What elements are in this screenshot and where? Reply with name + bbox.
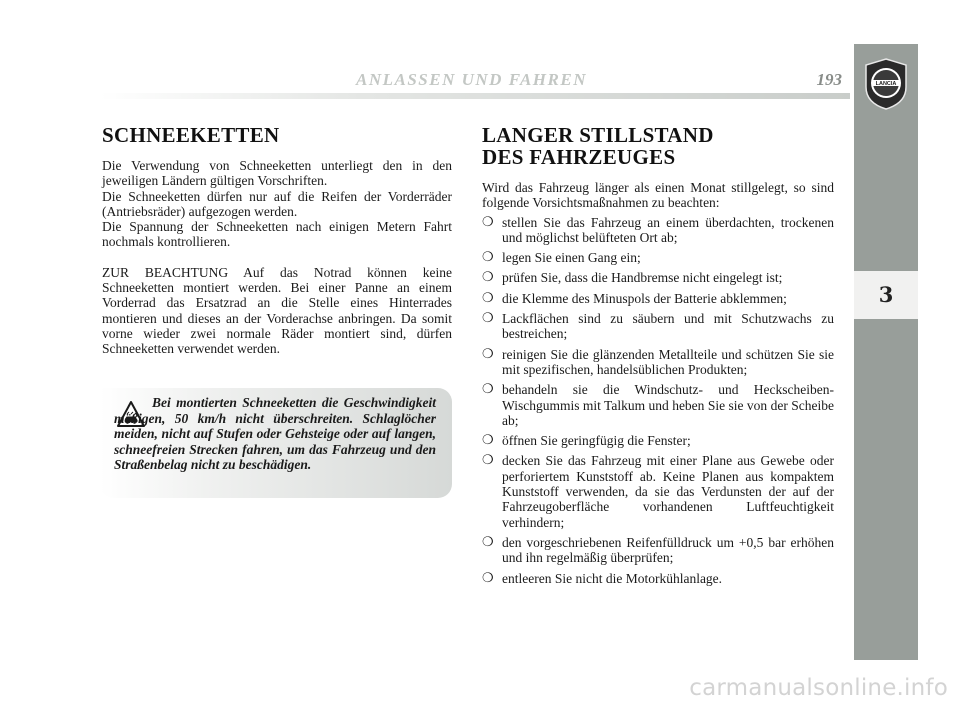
warning-text-content: Bei montierten Schneeketten die Geschwindigkeit mäßigen, 50 km/h nicht überschreiten. Schlaglöcher meiden, nicht auf Stufen oder Gehsteige oder auf langen, schneefreien Strecken fahren, um das Fahrzeug und den Straßenbelag nicht zu beschädigen. bbox=[114, 395, 436, 473]
list-item-text: entleeren Sie nicht die Motorkühlanlage. bbox=[502, 570, 723, 586]
list-item-text: behandeln sie die Windschutz- und Heckscheiben-Wischgummis mit Talkum und heben Sie sie von der Scheibe ab; bbox=[502, 382, 834, 428]
list-item bbox=[482, 291, 834, 306]
section-title-snow-chains: SCHNEEKETTEN bbox=[102, 123, 280, 147]
header-rule bbox=[100, 93, 850, 99]
list-item-text: die Klemme des Minuspols der Batterie abklemmen; bbox=[502, 290, 787, 306]
list-item-text: prüfen Sie, dass die Handbremse nicht eingelegt ist; bbox=[502, 270, 783, 286]
bullet-circle-icon: ❍ bbox=[482, 290, 494, 306]
bullet-circle-icon: ❍ bbox=[482, 311, 494, 327]
running-title: ANLASSEN UND FAHREN bbox=[356, 70, 587, 89]
list-item bbox=[482, 535, 834, 566]
bullet-circle-icon: ❍ bbox=[482, 382, 494, 398]
bullet-circle-icon: ❍ bbox=[482, 534, 494, 550]
list-item-text: decken Sie das Fahrzeug mit einer Plane aus Gewebe oder perforiertem Kunststoff ab. Keine Planen aus kompaktem Kunststoff verwenden, da sie das Verdunsten der auf der Fahrzeugoberfläche vorhandenen Luftfeuchtigkeit verhindern; bbox=[502, 453, 834, 530]
precautions-list bbox=[482, 215, 834, 586]
chapter-side-tab bbox=[854, 44, 918, 660]
list-item bbox=[482, 453, 834, 529]
paragraph: Die Schneeketten dürfen nur auf die Reifen der Vorderräder (Antriebsräder) aufgezogen werden. bbox=[102, 188, 452, 219]
logo-lettering: LANCIA bbox=[875, 81, 897, 87]
section-title-long-storage bbox=[482, 124, 834, 168]
note-paragraph: ZUR BEACHTUNG Auf das Notrad können keine Schneeketten montiert werden. Bei einer Panne an einem Vorderrad das Ersatzrad an die Stelle eines Hinterrades montieren und dieses an der Vorderachse anbringen. Da somit vorne wieder zwei normale Räder montiert sind, dürfen Schneeketten verwendet werden. bbox=[102, 264, 452, 357]
lancia-logo-icon bbox=[862, 57, 910, 111]
list-item bbox=[482, 270, 834, 285]
list-item-text: Lackflächen sind zu säubern und mit Schutzwachs zu bestreichen; bbox=[502, 311, 834, 342]
bullet-circle-icon: ❍ bbox=[482, 214, 494, 230]
section-title-line2: DES FAHRZEUGES bbox=[482, 145, 676, 169]
warning-box bbox=[100, 388, 452, 498]
bullet-circle-icon: ❍ bbox=[482, 570, 494, 586]
list-item bbox=[482, 215, 834, 246]
list-item-text: reinigen Sie die glänzenden Metallteile und schützen Sie sie mit spezifischen, handelsüblichen Produkten; bbox=[502, 346, 834, 377]
page-number: 193 bbox=[816, 70, 842, 89]
watermark: carmanualsonline.info bbox=[689, 675, 948, 701]
list-item-text: stellen Sie das Fahrzeug an einem überdachten, trockenen und möglichst belüfteten Ort ab; bbox=[502, 214, 834, 245]
list-item bbox=[482, 347, 834, 378]
warning-text bbox=[114, 395, 436, 473]
list-item-text: öffnen Sie geringfügig die Fenster; bbox=[502, 433, 691, 449]
chapter-number: 3 bbox=[854, 271, 918, 319]
list-item bbox=[482, 433, 834, 448]
list-item bbox=[482, 571, 834, 586]
intro-paragraph: Wird das Fahrzeug länger als einen Monat stillgelegt, so sind folgende Vorsichtsmaßnahmen zu beachten: bbox=[482, 180, 834, 211]
list-item-text: legen Sie einen Gang ein; bbox=[502, 250, 641, 266]
bullet-circle-icon: ❍ bbox=[482, 453, 494, 469]
paragraph: Die Spannung der Schneeketten nach einigen Metern Fahrt nochmals kontrollieren. bbox=[102, 219, 452, 250]
list-item bbox=[482, 382, 834, 428]
section-title-line1: LANGER STILLSTAND bbox=[482, 123, 714, 147]
paragraph: Die Verwendung von Schneeketten unterliegt den in den jeweiligen Ländern gültigen Vorschriften. bbox=[102, 158, 452, 189]
left-column bbox=[102, 124, 452, 357]
bullet-circle-icon: ❍ bbox=[482, 270, 494, 286]
list-item-text: den vorgeschriebenen Reifenfülldruck um +0,5 bar erhöhen und ihn regelmäßig überprüfen; bbox=[502, 534, 834, 566]
list-item bbox=[482, 250, 834, 265]
bullet-circle-icon: ❍ bbox=[482, 346, 494, 362]
list-item bbox=[482, 311, 834, 342]
bullet-circle-icon: ❍ bbox=[482, 433, 494, 449]
right-column bbox=[482, 124, 834, 591]
bullet-circle-icon: ❍ bbox=[482, 250, 494, 266]
